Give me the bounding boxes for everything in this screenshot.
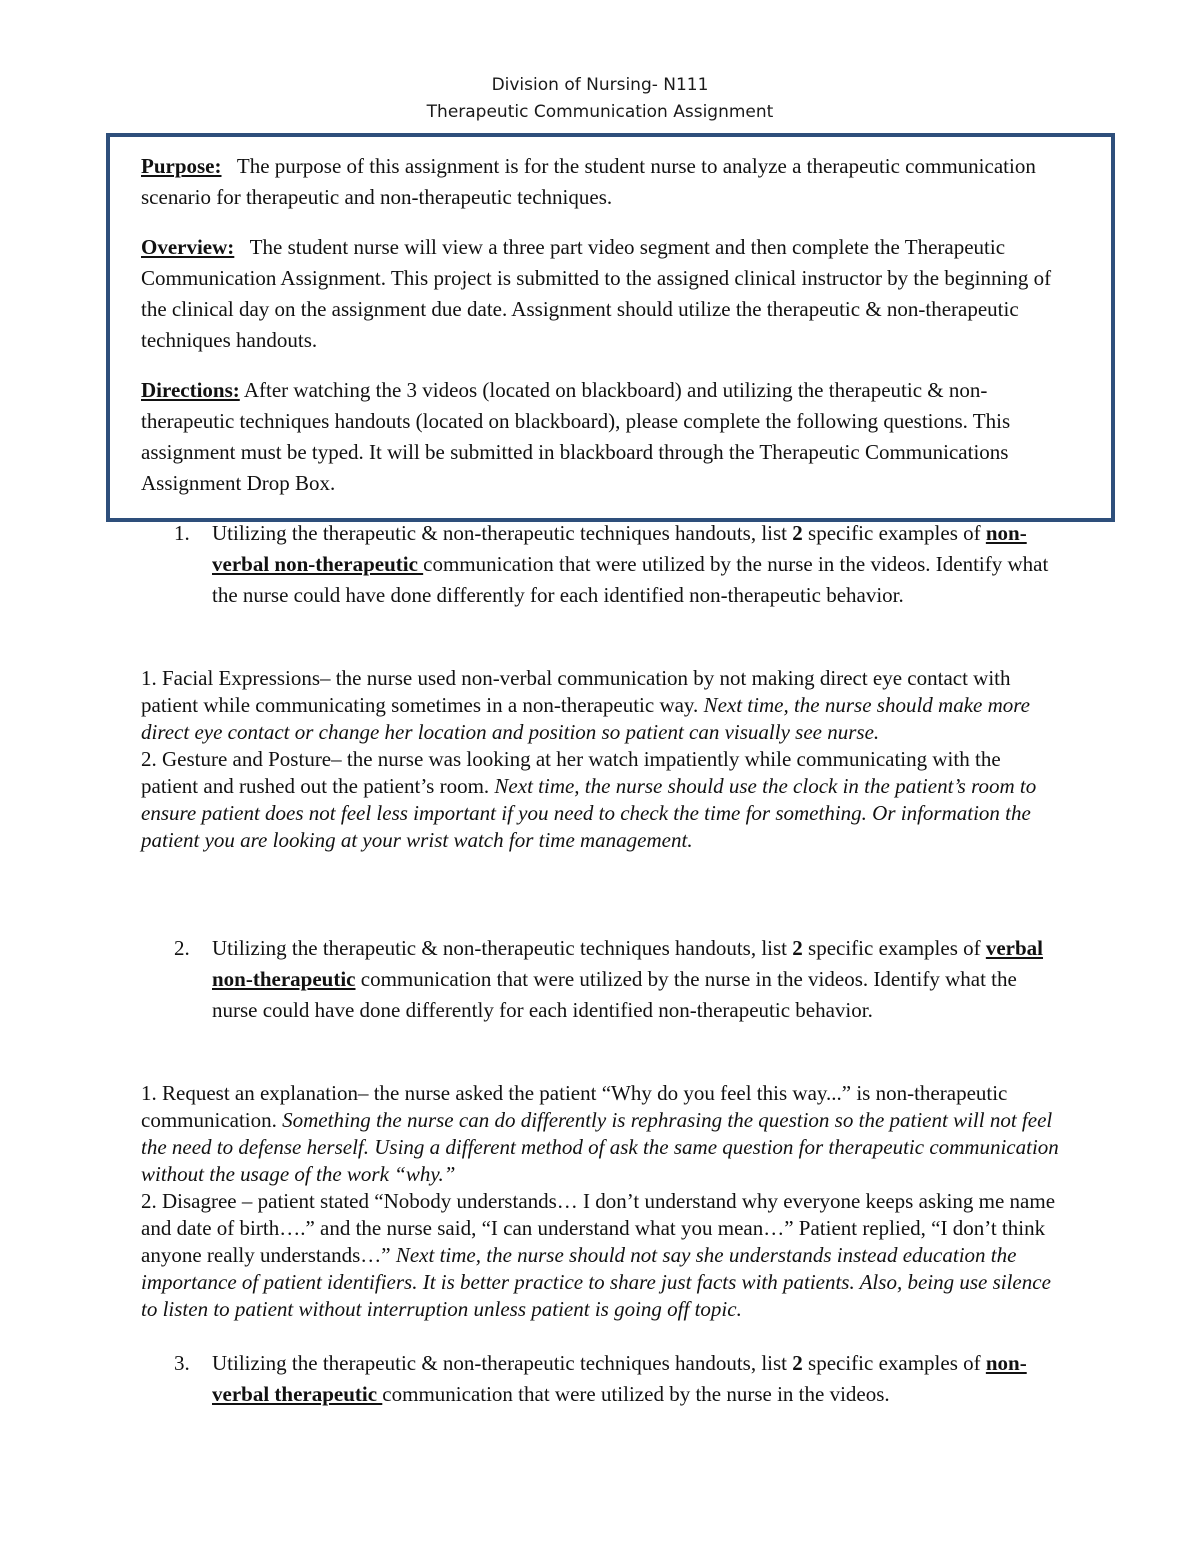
question-3 xyxy=(174,1348,1054,1410)
overview-label: Overview: xyxy=(141,235,235,259)
answer-text: 1. Request an explanation– the nurse asked the patient “Why do you feel this way...” is non-therapeutic communication. xyxy=(141,1081,1008,1132)
question-number: 2. xyxy=(174,936,190,960)
document-header xyxy=(0,72,1200,126)
answer-text: 2. Gesture and Posture– the nurse was looking at her watch impatiently while communicating with the patient and rushed out the patient’s room. xyxy=(141,747,1001,798)
purpose-text: The purpose of this assignment is for the student nurse to analyze a therapeutic communication scenario for therapeutic and non-therapeutic techniques. xyxy=(141,154,1036,209)
overview-text: The student nurse will view a three part video segment and then complete the Therapeutic Communication Assignment. This project is submitted to the assigned clinical instructor by the beginning of the clinical day on the assignment due date. Assignment should utilize the therapeutic & non-therapeutic techniques handouts. xyxy=(141,235,1052,352)
answer-item xyxy=(141,665,1061,746)
directions-paragraph xyxy=(141,375,1061,499)
answer-italic-text: Next time, the nurse should use the clock in the patient’s room to ensure patient does not feel less important if you need to check the time for something. Or information the patient you are looking at your wrist watch for time management. xyxy=(141,774,1037,852)
question-text-part: communication that were utilized by the nurse in the videos. Identify what the nurse could have done differently for each identified non-therapeutic behavior. xyxy=(212,552,1049,607)
purpose-label: Purpose: xyxy=(141,154,222,178)
answer-italic-text: Something the nurse can do differently is rephrasing the question so the patient will not feel the need to defense herself. Using a different method of ask the same question for therapeutic communication without the usage of the work “why.” xyxy=(141,1108,1059,1186)
answer-text: 1. Facial Expressions– the nurse used non-verbal communication by not making direct eye contact with patient while communicating sometimes in a non-therapeutic way. xyxy=(141,666,1011,717)
question-text-part: specific examples of xyxy=(802,521,986,545)
example-count: 2 xyxy=(792,936,803,960)
question-number: 3. xyxy=(174,1351,190,1375)
question-1 xyxy=(174,518,1054,611)
example-count: 2 xyxy=(792,521,803,545)
overview-paragraph xyxy=(141,232,1061,356)
example-count: 2 xyxy=(792,1351,803,1375)
instructions-box xyxy=(106,133,1115,522)
answer-item xyxy=(141,1188,1061,1323)
course-title: Division of Nursing- N111 xyxy=(491,75,709,95)
directions-text: After watching the 3 videos (located on blackboard) and utilizing the therapeutic & non-therapeutic techniques handouts (located on blackboard), please complete the following questions. This assignment must be typed. It will be submitted in blackboard through the Therapeutic Communications Assignment Drop Box. xyxy=(141,378,1011,495)
question-2 xyxy=(174,933,1054,1026)
question-emphasis: non-verbal therapeutic xyxy=(212,1351,1027,1406)
question-text xyxy=(212,1348,1054,1410)
question-emphasis: verbal non-therapeutic xyxy=(212,936,1044,991)
answer-item xyxy=(141,746,1061,854)
directions-label: Directions: xyxy=(141,378,240,402)
question-text-part: Utilizing the therapeutic & non-therapeutic techniques handouts, list xyxy=(212,936,793,960)
question-text-part: communication that were utilized by the nurse in the videos. Identify what the nurse could have done differently for each identified non-therapeutic behavior. xyxy=(212,967,1017,1022)
purpose-paragraph xyxy=(141,151,1061,213)
question-text xyxy=(212,933,1054,1026)
question-text xyxy=(212,518,1054,611)
question-emphasis: non-verbal non-therapeutic xyxy=(212,521,1027,576)
question-text-part: specific examples of xyxy=(802,936,986,960)
answer-italic-text: Next time, the nurse should make more direct eye contact or change her location and position so patient can visually see nurse. xyxy=(141,693,1030,744)
question-text-part: communication that were utilized by the nurse in the videos. xyxy=(382,1382,890,1406)
answer-text: 2. Disagree – patient stated “Nobody understands… I don’t understand why everyone keeps asking me name and date of birth….” and the nurse said, “I can understand what you mean…” Patient replied, “I don’t think anyone really understands…” xyxy=(141,1189,1056,1267)
answers-question-1 xyxy=(141,665,1061,854)
question-number: 1. xyxy=(174,521,190,545)
question-text-part: Utilizing the therapeutic & non-therapeutic techniques handouts, list xyxy=(212,1351,793,1375)
question-text-part: Utilizing the therapeutic & non-therapeutic techniques handouts, list xyxy=(212,521,793,545)
answer-italic-text: Next time, the nurse should not say she understands instead education the importance of patient identifiers. It is better practice to share just facts with patients. Also, being use silence to listen to patient without interruption unless patient is going off topic. xyxy=(141,1243,1051,1321)
answer-item xyxy=(141,1080,1061,1188)
answers-question-2 xyxy=(141,1080,1061,1323)
question-text-part: specific examples of xyxy=(802,1351,986,1375)
assignment-title: Therapeutic Communication Assignment xyxy=(426,102,774,122)
